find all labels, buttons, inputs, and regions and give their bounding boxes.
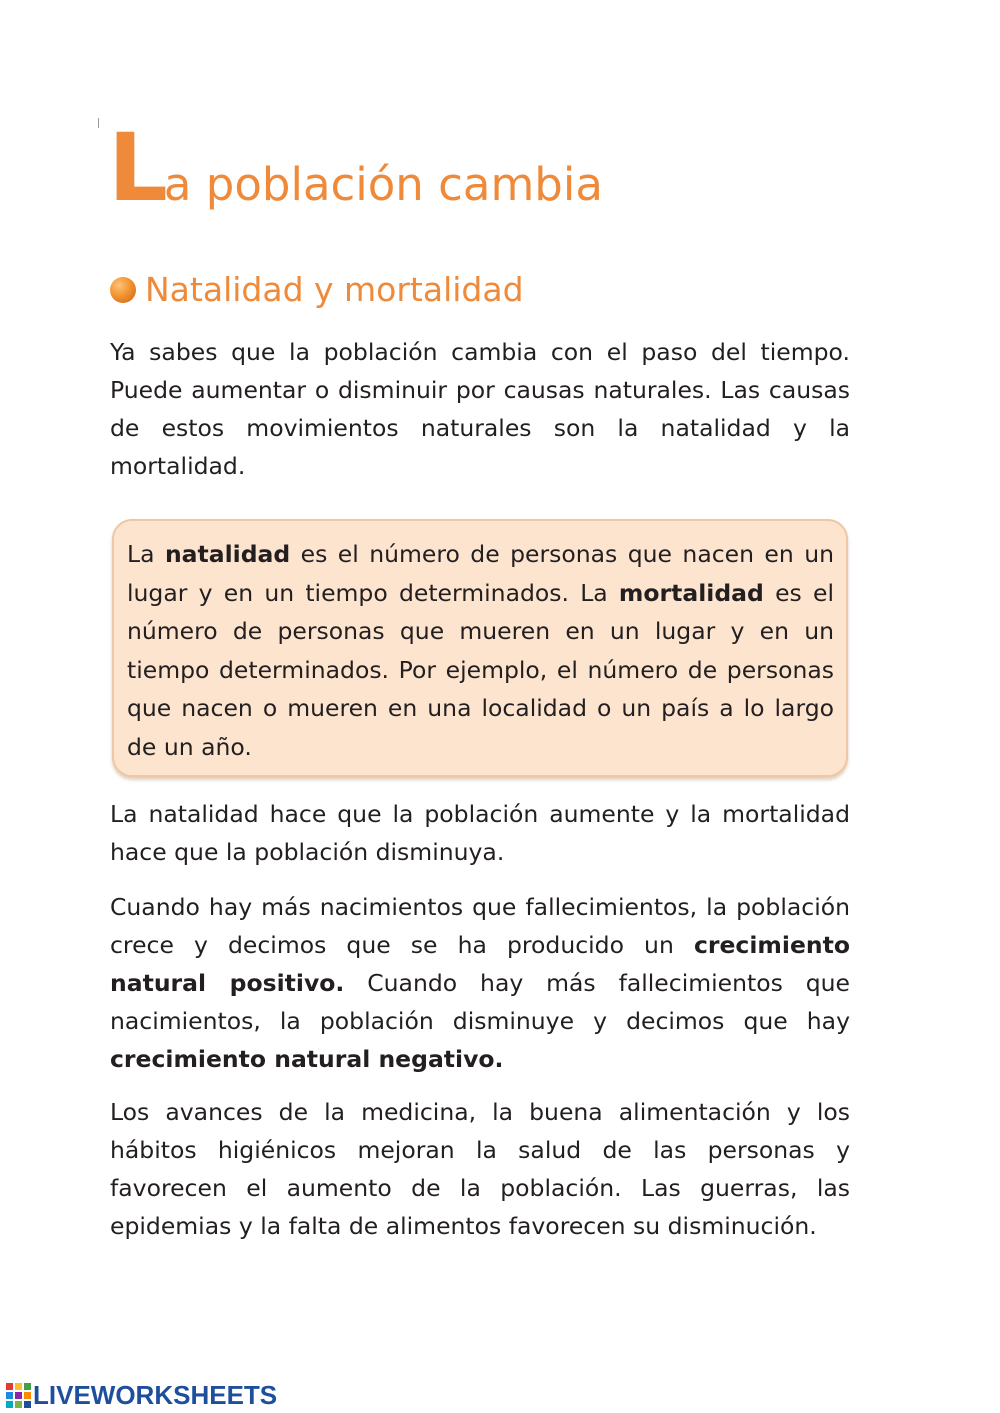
section-header [110,270,524,309]
natalidad-effect-paragraph: La natalidad hace que la población aumente y la mortalidad hace que la población disminuya. [110,800,850,866]
logo-square [15,1392,22,1399]
logo-square [15,1383,22,1390]
paragraph-text-part: Cuando hay más fallecimientos que nacimientos, la población disminuye y decimos que hay [110,969,850,1035]
title-text: a población cambia [163,158,603,211]
term-natalidad: natalidad [164,540,291,568]
liveworksheets-logo-icon [6,1383,30,1409]
intro-paragraph: Ya sabes que la población cambia con el paso del tiempo. Puede aumentar o disminuir por causas naturales. Las causas de estos movimientos naturales son la natalidad y la mortalidad. [110,338,850,480]
logo-square [6,1401,13,1408]
logo-square [24,1392,31,1399]
logo-square [6,1383,13,1390]
term-crecimiento-positivo: crecimiento natural positivo. [110,931,850,997]
logo-text: LIVEWORKSHEETS [33,1380,278,1410]
definition-text-part: La [127,540,165,568]
paragraph-text-part: Cuando hay más nacimientos que fallecimientos, la población crece y decimos que se ha producido un [110,893,850,959]
logo-square [6,1392,13,1399]
term-crecimiento-negativo: crecimiento natural negativo. [110,1045,504,1073]
factors-paragraph: Los avances de la medicina, la buena alimentación y los hábitos higiénicos mejoran la salud de las personas y favorecen el aumento de la población. Las guerras, las epidemias y la falta de alimentos favorecen su disminución. [110,1098,850,1240]
page-title [108,114,603,223]
page-mark [98,118,99,128]
logo-square [15,1401,22,1408]
definition-box [112,519,848,777]
liveworksheets-logo[interactable] [6,1380,277,1411]
orange-bullet-icon [110,277,136,303]
logo-square [24,1401,31,1408]
term-mortalidad: mortalidad [618,578,764,607]
definition-text [127,535,834,766]
definition-text-part: es el número de personas que nacen en un lugar y en un tiempo determinados. La [127,540,834,607]
title-initial: L [108,114,164,223]
logo-square [24,1383,31,1390]
section-title: Natalidad y mortalidad [145,270,524,309]
definition-text-part: es el número de personas que mueren en un lugar y en un tiempo determinados. Por ejemplo, el número de personas que nacen o mueren en una localidad o un país a lo largo de un año. [127,578,834,761]
crecimiento-paragraph [110,888,850,1078]
